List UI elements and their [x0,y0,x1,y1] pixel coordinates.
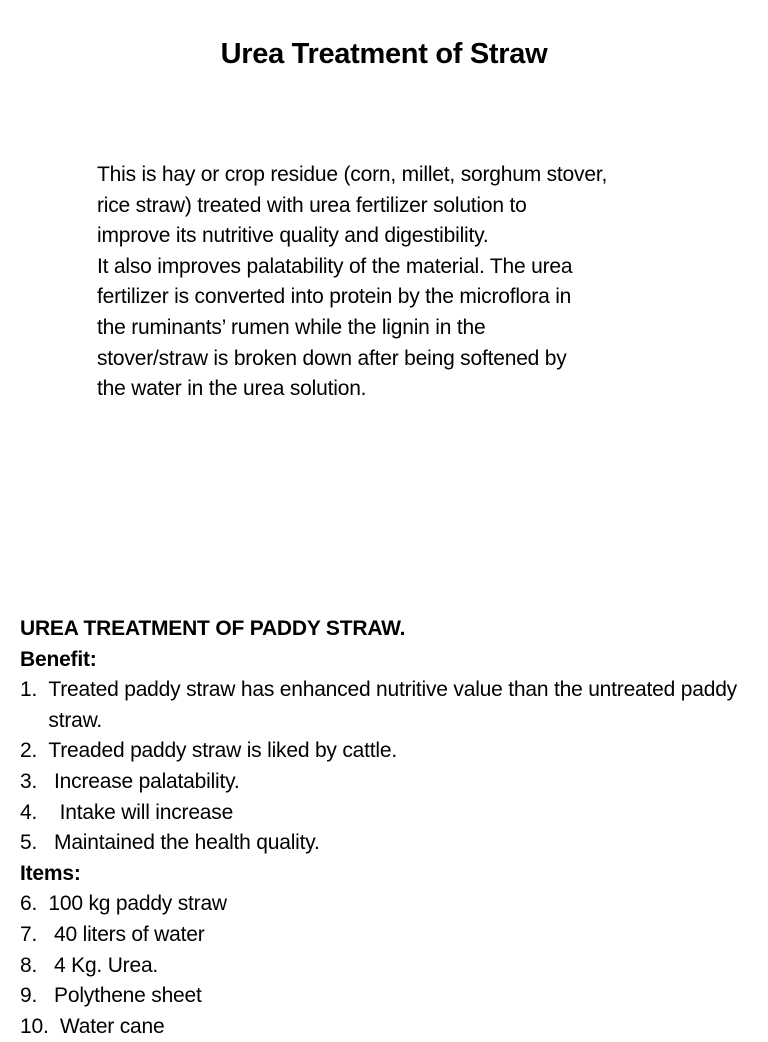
list-text: 100 kg paddy straw [48,892,227,916]
intro-paragraph-1: This is hay or crop residue (corn, millet, sorghum stover, rice straw) treated with urea fertilizer solution to improve its nutritive quality and digestibility. [97,163,608,248]
list-number: 8. [20,953,55,977]
list-number: 2. [20,739,49,763]
list-text: Treaded paddy straw is liked by cattle. [48,739,397,763]
list-text: 4 Kg. Urea. [54,953,159,977]
list-item [20,767,760,798]
list-item [20,798,760,829]
list-text: Increase palatability. [54,769,240,793]
intro-text [97,160,717,405]
list-text: Water cane [59,1014,165,1038]
page-title: Urea Treatment of Straw [220,38,548,70]
list-item [20,920,760,951]
list-text: 40 liters of water [54,922,205,946]
list-number: 1. [20,678,49,702]
list-text: Maintained the health quality. [54,831,320,855]
list-text: Treated paddy straw has enhanced nutritive value than the untreated paddy straw. [48,678,737,732]
list-number: 10. [20,1014,60,1038]
paddy-section [20,614,760,1042]
list-item [20,951,760,982]
list-item [20,981,760,1012]
list-number: 6. [20,892,49,916]
list-text: Polythene sheet [54,984,202,1008]
benefit-label: Benefit: [20,647,97,671]
items-label: Items: [20,861,81,885]
list-number: 9. [20,984,55,1008]
list-number: 4. [20,800,60,824]
list-number: 7. [20,922,55,946]
list-item [20,828,760,859]
list-number: 5. [20,831,55,855]
list-item [20,675,760,736]
list-item [20,889,760,920]
list-item [20,736,760,767]
list-number: 3. [20,769,55,793]
intro-paragraph-2: It also improves palatability of the material. The urea fertilizer is converted into protein by the microflora in the ruminants’ rumen while the lignin in the stover/straw is broken down after being softened by the water in the urea solution. [97,254,573,401]
list-item [20,1012,760,1042]
list-text: Intake will increase [59,800,234,824]
paddy-heading: UREA TREATMENT OF PADDY STRAW. [20,617,406,640]
